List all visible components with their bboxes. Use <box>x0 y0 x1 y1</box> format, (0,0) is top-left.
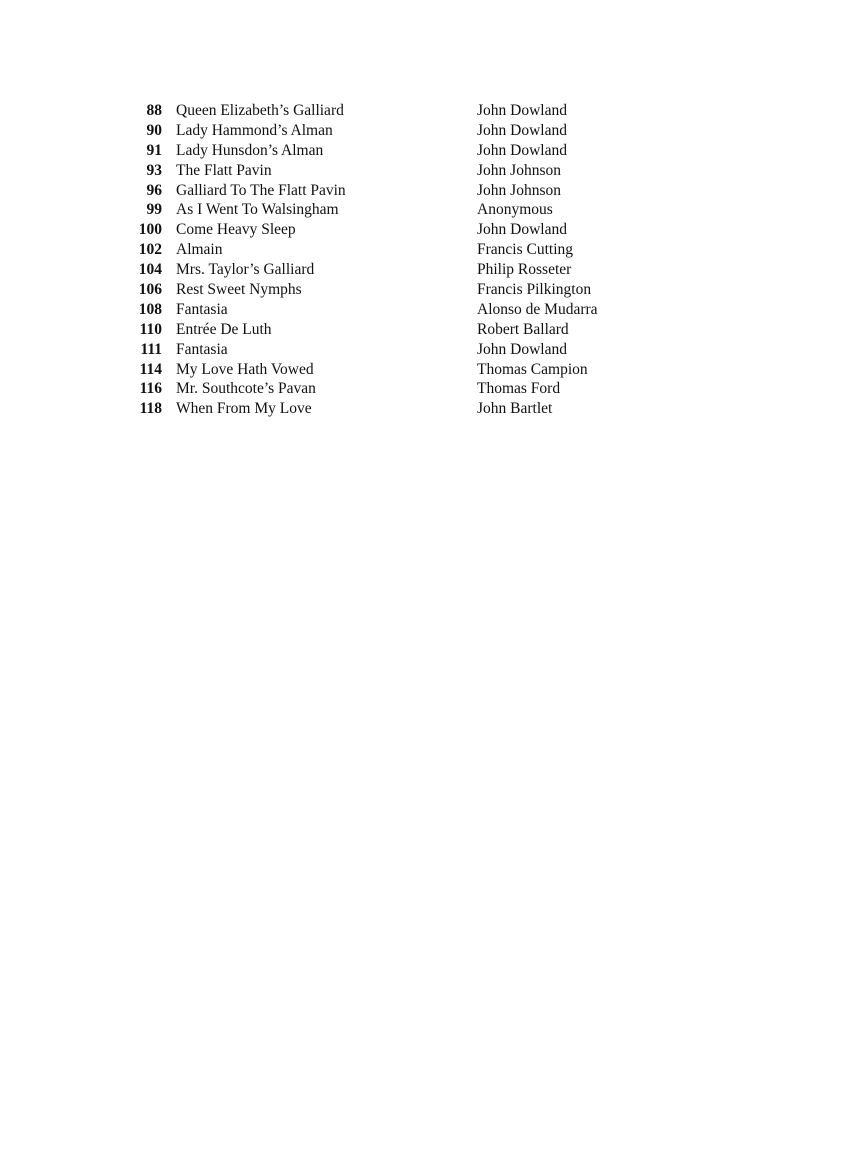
composer-name: John Johnson <box>477 161 561 179</box>
contents-entry <box>0 240 864 260</box>
contents-entry <box>0 200 864 220</box>
composer-name: Francis Cutting <box>477 241 574 259</box>
contents-entry <box>0 360 864 380</box>
page-number: 118 <box>139 400 162 418</box>
page-number: 100 <box>138 221 162 239</box>
piece-title: The Flatt Pavin <box>176 161 272 179</box>
composer-name: Thomas Ford <box>477 380 561 398</box>
contents-entry <box>0 121 864 141</box>
piece-title: Lady Hammond’s Alman <box>176 121 333 139</box>
composer-name: Anonymous <box>477 201 553 219</box>
piece-title: Almain <box>176 241 223 259</box>
composer-name: John Johnson <box>477 181 561 199</box>
page-number: 91 <box>146 141 162 159</box>
piece-title: As I Went To Walsingham <box>176 201 339 219</box>
composer-name: Thomas Campion <box>477 360 588 378</box>
piece-title: Fantasia <box>176 300 228 318</box>
composer-name: John Dowland <box>477 221 567 239</box>
composer-name: Alonso de Mudarra <box>477 300 598 318</box>
contents-entry <box>0 399 864 419</box>
composer-name: Philip Rosseter <box>477 261 572 279</box>
piece-title: Fantasia <box>176 340 228 358</box>
composer-name: John Dowland <box>477 102 567 119</box>
piece-title: When From My Love <box>176 400 312 418</box>
composer-name: John Bartlet <box>477 400 553 418</box>
contents-entry <box>0 181 864 201</box>
contents-entry <box>0 379 864 399</box>
contents-entry <box>0 141 864 161</box>
contents-list <box>0 101 864 419</box>
composer-name: Robert Ballard <box>477 320 569 338</box>
piece-title: Entrée De Luth <box>176 320 272 338</box>
page-number: 88 <box>146 102 162 119</box>
contents-entry <box>0 260 864 280</box>
page-number: 116 <box>139 380 162 398</box>
page-number: 102 <box>138 241 162 259</box>
contents-entry <box>0 280 864 300</box>
piece-title: Mr. Southcote’s Pavan <box>176 380 316 398</box>
contents-entry <box>0 340 864 360</box>
page-number: 93 <box>146 161 162 179</box>
page-number: 99 <box>146 201 162 219</box>
piece-title: Come Heavy Sleep <box>176 221 296 239</box>
page-number: 96 <box>146 181 162 199</box>
page-number: 104 <box>138 261 162 279</box>
composer-name: John Dowland <box>477 121 567 139</box>
page-number: 110 <box>139 320 162 338</box>
piece-title: Rest Sweet Nymphs <box>176 281 302 299</box>
contents-entry <box>0 161 864 181</box>
composer-name: John Dowland <box>477 141 567 159</box>
page-number: 108 <box>138 300 162 318</box>
piece-title: Queen Elizabeth’s Galliard <box>176 102 344 119</box>
piece-title: Galliard To The Flatt Pavin <box>176 181 346 199</box>
piece-title: Lady Hunsdon’s Alman <box>176 141 324 159</box>
contents-entry <box>0 320 864 340</box>
piece-title: Mrs. Taylor’s Galliard <box>176 261 315 279</box>
page-number: 114 <box>139 360 162 378</box>
piece-title: My Love Hath Vowed <box>176 360 314 378</box>
page-number: 106 <box>138 281 162 299</box>
contents-entry <box>0 101 864 121</box>
composer-name: Francis Pilkington <box>477 281 592 299</box>
page-number: 111 <box>140 340 162 358</box>
page-number: 90 <box>146 121 162 139</box>
contents-entry <box>0 300 864 320</box>
composer-name: John Dowland <box>477 340 567 358</box>
contents-entry <box>0 220 864 240</box>
